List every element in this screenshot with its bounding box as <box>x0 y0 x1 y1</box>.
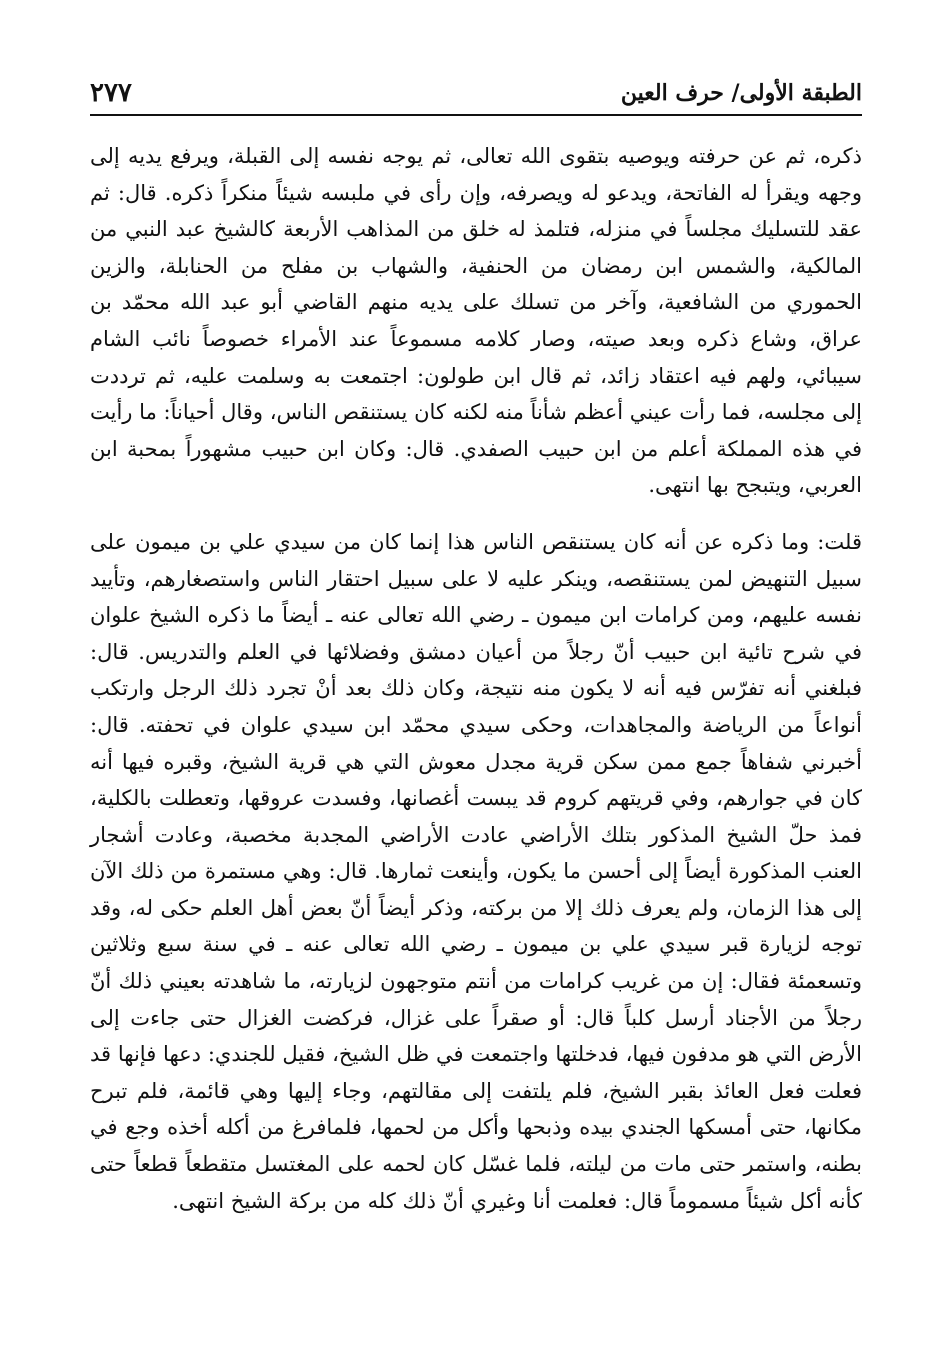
paragraph: ذكره، ثم عن حرفته ويوصيه بتقوى الله تعالى، ثم يوجه نفسه إلى القبلة، ويرفع يديه إلى وجهه ويقرأ له الفاتحة، ويدعو له ويصرفه، وإن رأى في ملبسه شيئاً منكراً ذكره. قال: ثم عقد للتسليك مجلساً في منزله، فتلمذ له خلق من المذاهب الأربعة كالشيخ عبد النبي من المالكية، والشمس ابن رمضان من الحنفية، والشهاب بن مفلح من الحنابلة، والزين الحموري من الشافعية، وآخر من تسلك على يديه منهم القاضي أبو عبد الله محمّد بن عراق، وشاع ذكره وبعد صيته، وصار كلامه مسموعاً عند الأمراء خصوصاً نائب الشام سيبائي، ولهم فيه اعتقاد زائد، ثم قال ابن طولون: اجتمعت به وسلمت عليه، ثم ترددت إلى مجلسه، فما رأت عيني أعظم شأناً منه لكنه كان يستنقص الناس، وقال أحياناً: ما رأيت في هذه المملكة أعلم من ابن حبيب الصفدي. قال: وكان ابن حبيب مشهوراً بمحبة ابن العربي، ويتبجح بها انتهى. <box>90 144 862 498</box>
header-rule <box>90 114 862 116</box>
paragraph: قلت: وما ذكره عن أنه كان يستنقص الناس هذا إنما كان من سيدي علي بن ميمون على سبيل التنهيض لمن يستنقصه، وينكر عليه لا على سبيل احتقار الناس واستصغارهم، وتأييد نفسه عليهم، ومن كرامات ابن ميمون ـ رضي الله تعالى عنه ـ أيضاً ما ذكره الشيخ علوان في شرح تائية ابن حبيب أنّ رجلاً من أعيان دمشق وفضلائها في العلم والتدريس. قال: فبلغني أنه تفرّس فيه أنه لا يكون منه نتيجة، وكان ذلك بعد أنْ تجرد ذلك الرجل وارتكب أنواعاً من الرياضة والمجاهدات، وحكى سيدي محمّد ابن سيدي علوان في تحفته. قال: أخبرني شفاهاً جمع ممن سكن قرية مجدل معوش التي هي قرية الشيخ، وقبره فيها أنه كان في جوارهم، وفي قريتهم كروم قد يبست أغصانها، وفسدت عروقها، وتعطلت بالكلية، فمذ حلّ الشيخ المذكور بتلك الأراضي عادت الأراضي المجدبة مخصبة، وعادت أشجار العنب المذكورة أيضاً إلى أحسن ما يكون، وأينعت ثمارها. قال: وهي مستمرة من ذلك الآن إلى هذا الزمان، ولم يعرف ذلك إلا من بركته، وذكر أيضاً أنّ بعض أهل العلم حكى له، وقد توجه لزيارة قبر سيدي علي بن ميمون ـ رضي الله تعالى عنه ـ في سنة سبع وثلاثين وتسعمئة فقال: إن من غريب كرامات من أنتم متوجهون لزيارته، ما شاهدته بعيني ذلك أنّ رجلاً من الأجناد أرسل كلباً قال: أو صقراً على غزال، فركضت الغزال حتى جاءت إلى الأرض التي هو مدفون فيها، فدخلتها واجتمعت في ظل الشيخ، فقيل للجندي: دعها فإنها قد فعلت فعل العائذ بقبر الشيخ، فلم يلتفت إلى مقالتهم، وجاء إليها وهي قائمة، فلم تبرح مكانها، حتى أمسكها الجندي بيده وذبحها وأكل من لحمها، فلمافرغ من أكله أخذه وجع في بطنه، واستمر حتى مات من ليلته، فلما غسّل كان لحمه على المغتسل متقطعاً قطعاً حتى كأنه أكل شيئاً مسموماً قال: فعلمت أنا وغيري أنّ ذلك كله من بركة الشيخ انتهى. <box>90 529 862 1213</box>
page-header <box>90 70 862 114</box>
page-number: ٢٧٧ <box>90 78 132 108</box>
book-page <box>90 70 862 1219</box>
running-title: الطبقة الأولى/ حرف العين <box>620 80 862 106</box>
